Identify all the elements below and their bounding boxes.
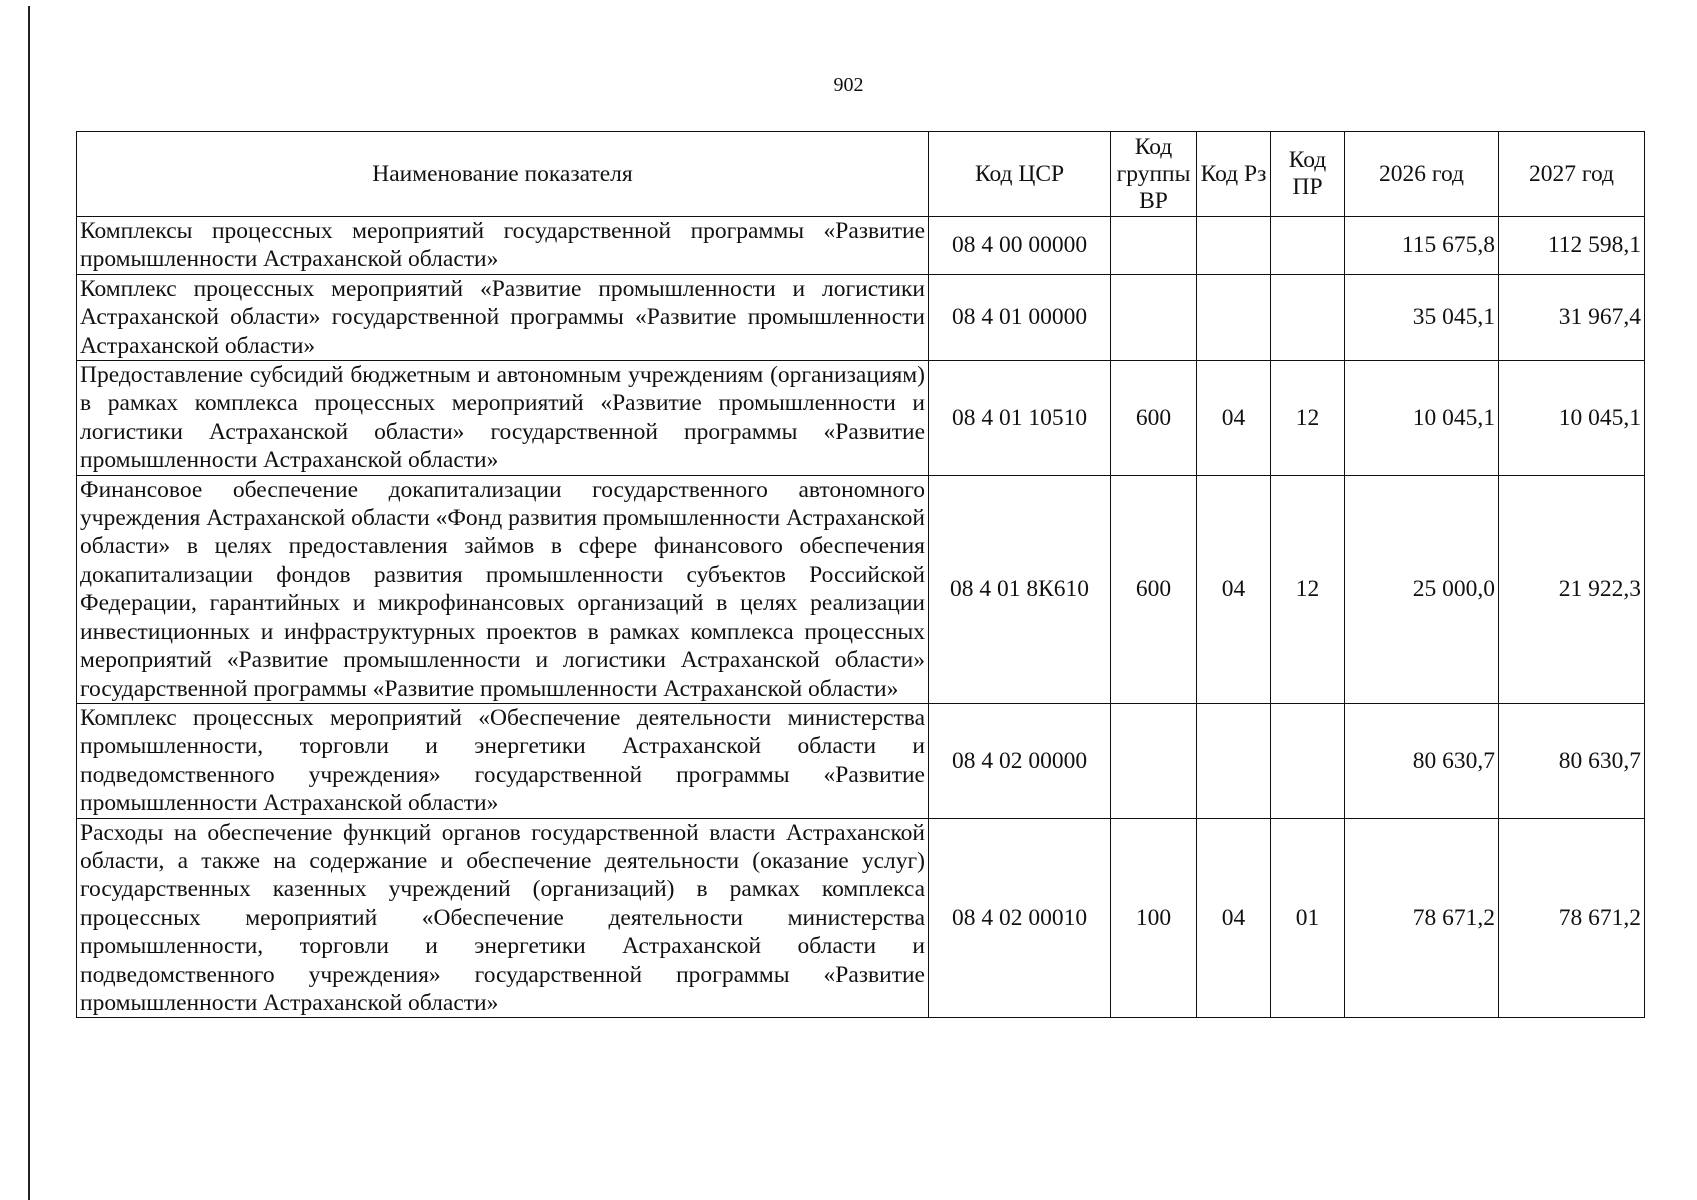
row-csr-code: 08 4 01 8К610 [929, 475, 1111, 703]
row-rz-code: 04 [1197, 818, 1271, 1018]
header-rz-code: Код Рз [1197, 132, 1271, 217]
row-pr-code [1271, 703, 1345, 818]
row-vr-code: 100 [1111, 818, 1197, 1018]
row-name: Комплекс процессных мероприятий «Развитие промышленности и логистики Астраханской области» государственной программы «Развитие промышленности Астраханской области» [77, 274, 929, 360]
header-pr-code: Код ПР [1271, 132, 1345, 217]
row-pr-code: 01 [1271, 818, 1345, 1018]
row-pr-code [1271, 274, 1345, 360]
row-amount-2026: 25 000,0 [1345, 475, 1499, 703]
row-name: Финансовое обеспечение докапитализации государственного автономного учреждения Астраханской области «Фонд развития промышленности Астраханской области» в целях предоставления займов в сфере финансового обеспечения докапитализации фондов развития промышленности субъектов Российской Федерации, гарантийных и микрофинансовых организаций в целях реализации инвестиционных и инфраструктурных проектов в рамках комплекса процессных мероприятий «Развитие промышленности и логистики Астраханской области» государственной программы «Развитие промышленности Астраханской области» [77, 475, 929, 703]
header-vr-code: Код группы ВР [1111, 132, 1197, 217]
row-csr-code: 08 4 01 00000 [929, 274, 1111, 360]
row-amount-2027: 10 045,1 [1499, 361, 1645, 476]
row-name: Комплексы процессных мероприятий государственной программы «Развитие промышленности Астраханской области» [77, 217, 929, 275]
table-row [77, 818, 1645, 1018]
row-rz-code: 04 [1197, 475, 1271, 703]
row-vr-code [1111, 274, 1197, 360]
row-csr-code: 08 4 02 00010 [929, 818, 1111, 1018]
row-amount-2026: 115 675,8 [1345, 217, 1499, 275]
row-amount-2027: 31 967,4 [1499, 274, 1645, 360]
table-row [77, 361, 1645, 476]
table-header-row [77, 132, 1645, 217]
row-amount-2027: 80 630,7 [1499, 703, 1645, 818]
row-vr-code [1111, 217, 1197, 275]
row-amount-2026: 80 630,7 [1345, 703, 1499, 818]
row-vr-code: 600 [1111, 361, 1197, 476]
row-csr-code: 08 4 02 00000 [929, 703, 1111, 818]
table-row [77, 475, 1645, 703]
table-row [77, 703, 1645, 818]
header-csr-code: Код ЦСР [929, 132, 1111, 217]
header-year-2026: 2026 год [1345, 132, 1499, 217]
row-amount-2027: 78 671,2 [1499, 818, 1645, 1018]
page-number: 902 [833, 74, 864, 96]
row-amount-2027: 112 598,1 [1499, 217, 1645, 275]
row-rz-code [1197, 217, 1271, 275]
row-rz-code [1197, 274, 1271, 360]
row-amount-2026: 10 045,1 [1345, 361, 1499, 476]
row-amount-2027: 21 922,3 [1499, 475, 1645, 703]
header-name: Наименование показателя [77, 132, 929, 217]
row-name: Предоставление субсидий бюджетным и автономным учреждениям (организациям) в рамках комплекса процессных мероприятий «Развитие промышленности и логистики Астраханской области» государственной программы «Развитие промышленности Астраханской области» [77, 361, 929, 476]
row-csr-code: 08 4 01 10510 [929, 361, 1111, 476]
row-name: Расходы на обеспечение функций органов государственной власти Астраханской области, а также на содержание и обеспечение деятельности (оказание услуг) государственных казенных учреждений (организаций) в рамках комплекса процессных мероприятий «Обеспечение деятельности министерства промышленности, торговли и энергетики Астраханской области и подведомственного учреждения» государственной программы «Развитие промышленности Астраханской области» [77, 818, 929, 1018]
row-pr-code [1271, 217, 1345, 275]
row-rz-code [1197, 703, 1271, 818]
row-name: Комплекс процессных мероприятий «Обеспечение деятельности министерства промышленности, торговли и энергетики Астраханской области и подведомственного учреждения» государственной программы «Развитие промышленности Астраханской области» [77, 703, 929, 818]
row-vr-code: 600 [1111, 475, 1197, 703]
row-csr-code: 08 4 00 00000 [929, 217, 1111, 275]
row-amount-2026: 35 045,1 [1345, 274, 1499, 360]
binding-margin-line [28, 6, 30, 1200]
budget-table [76, 131, 1645, 1018]
row-rz-code: 04 [1197, 361, 1271, 476]
row-amount-2026: 78 671,2 [1345, 818, 1499, 1018]
row-pr-code: 12 [1271, 361, 1345, 476]
table-row [77, 274, 1645, 360]
row-pr-code: 12 [1271, 475, 1345, 703]
table-row [77, 217, 1645, 275]
row-vr-code [1111, 703, 1197, 818]
header-year-2027: 2027 год [1499, 132, 1645, 217]
